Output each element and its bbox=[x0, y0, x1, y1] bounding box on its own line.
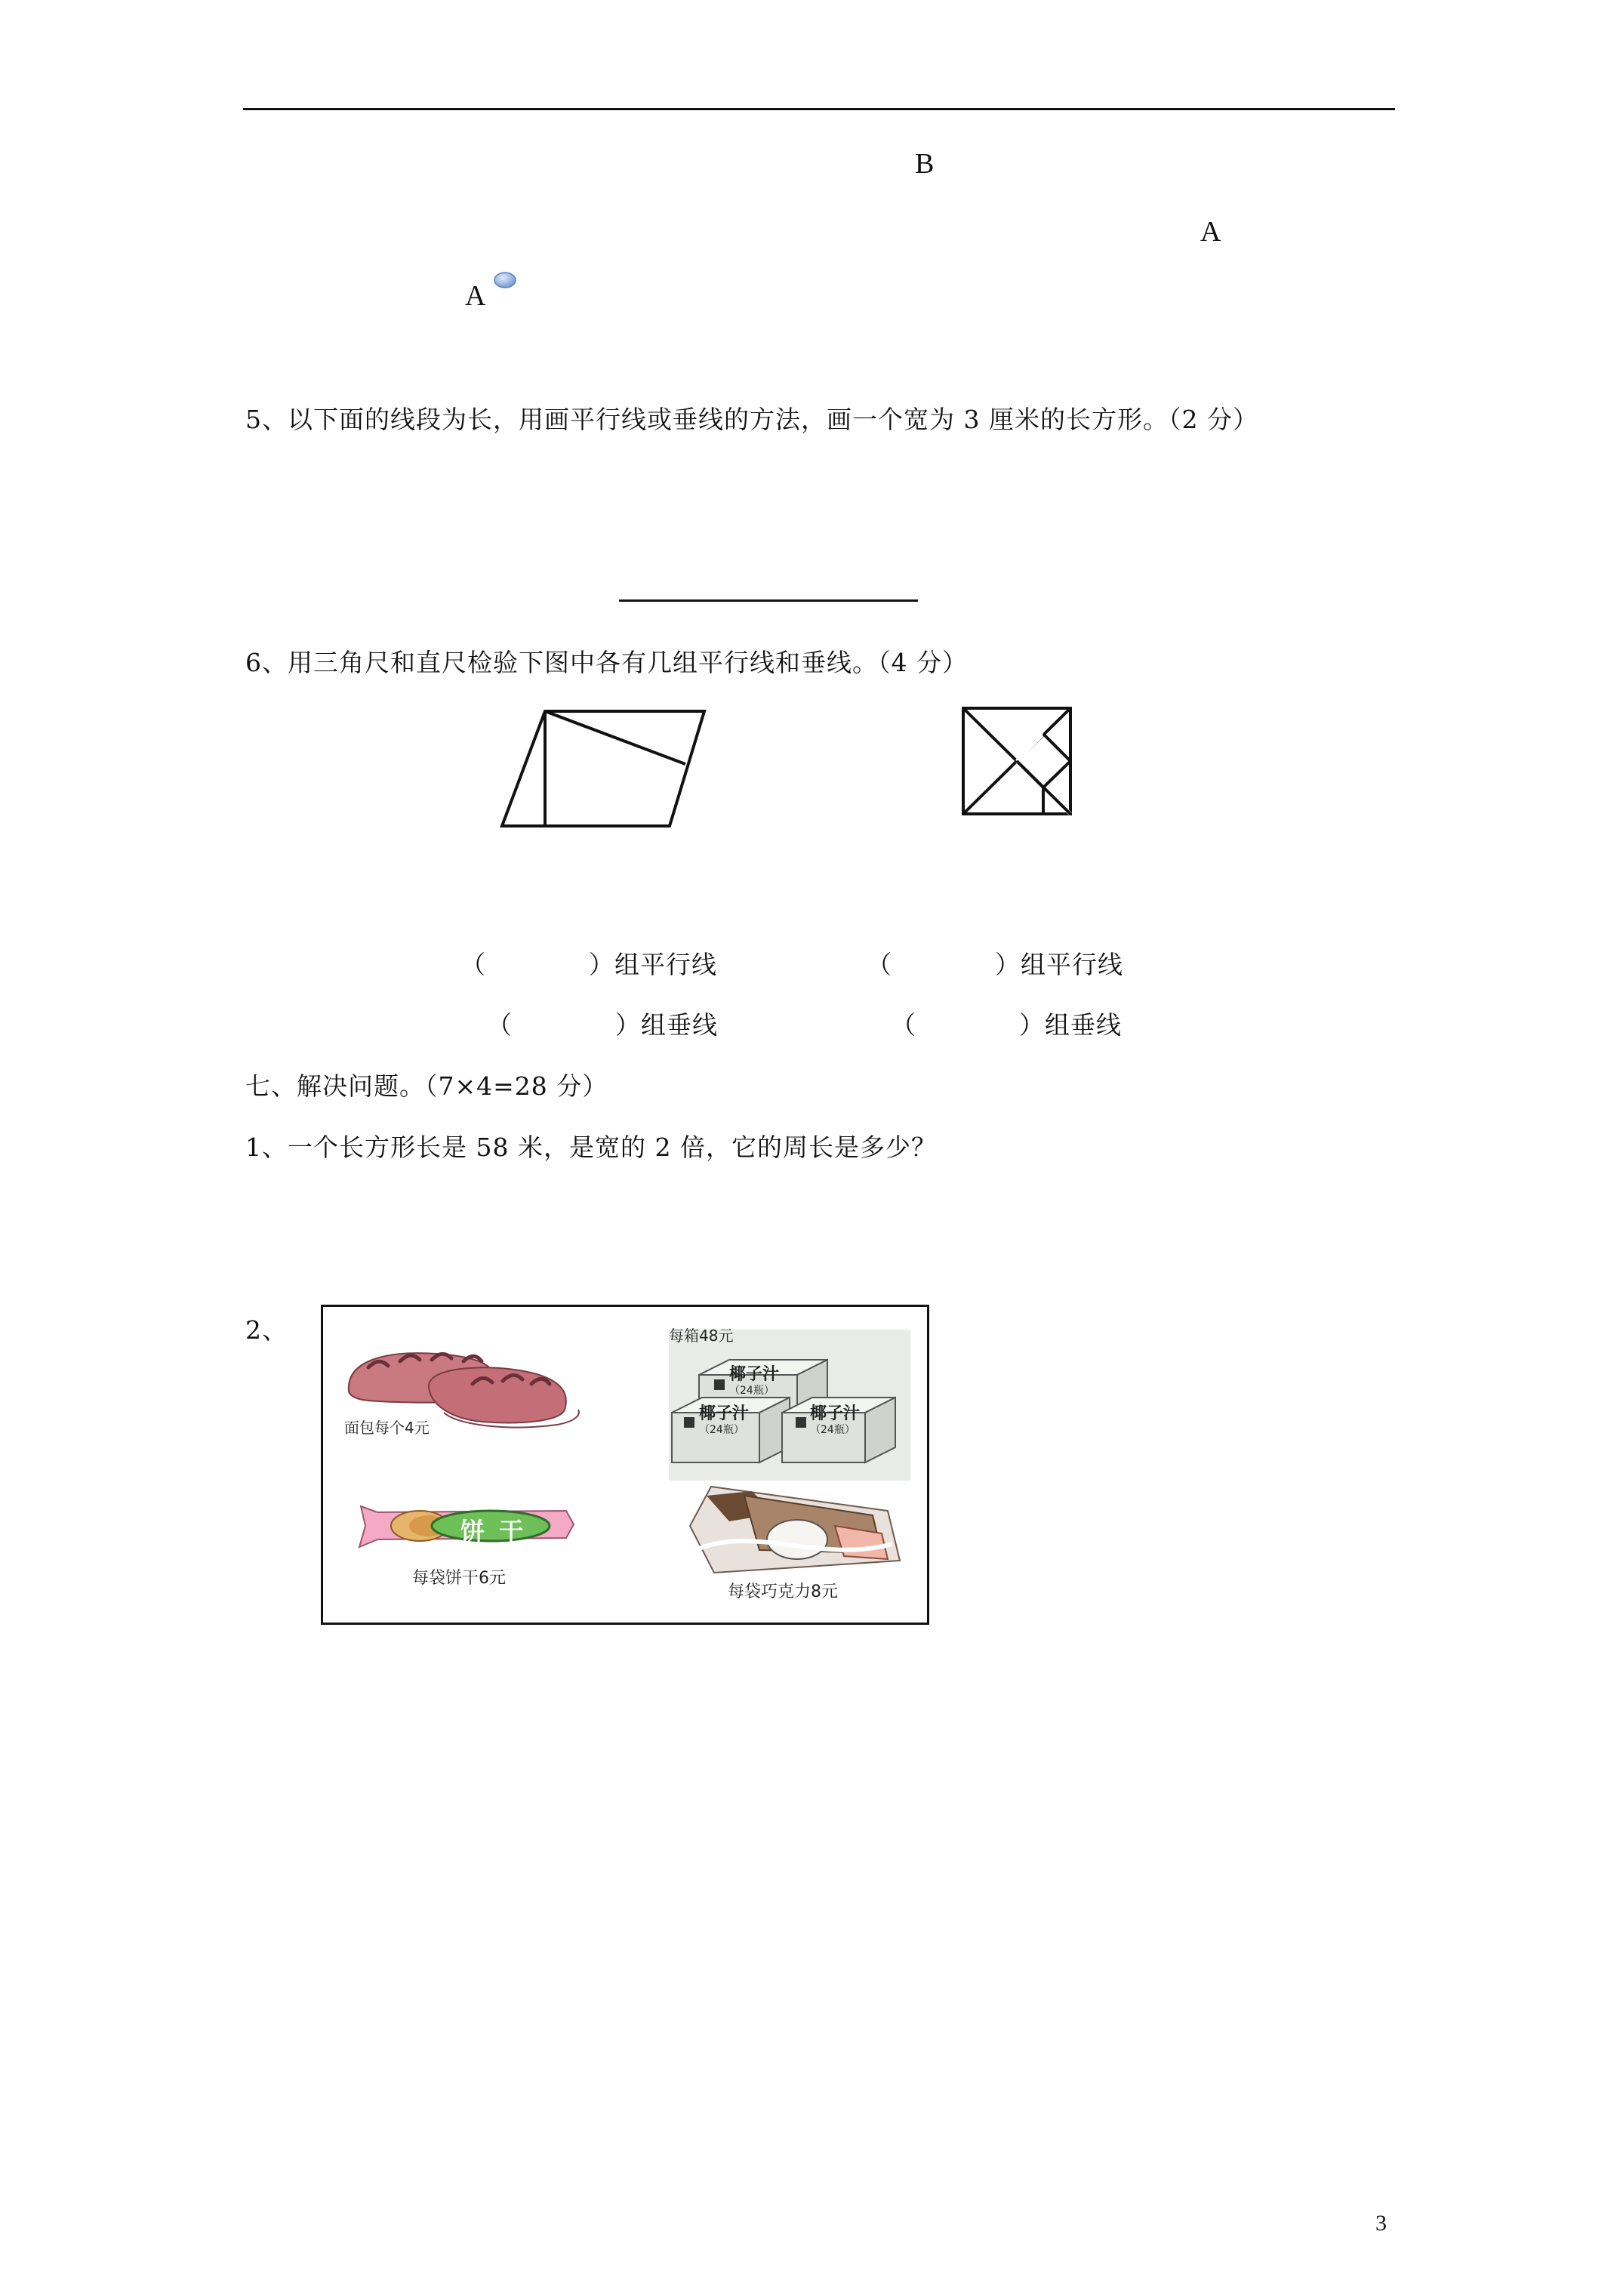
question-6: 6、用三角尺和直尺检验下图中各有几组平行线和垂线。（4 分） bbox=[245, 648, 968, 677]
problem-2-label: 2、 bbox=[245, 1315, 288, 1345]
juice-box-stamp-top: 椰子汁 bbox=[729, 1365, 780, 1384]
point-label-a-right: A bbox=[1200, 216, 1221, 248]
point-label-a-left: A bbox=[465, 280, 486, 312]
biscuit-price: 每袋饼干6元 bbox=[412, 1569, 506, 1588]
parallelogram-figure bbox=[494, 702, 713, 831]
chocolate-price: 每袋巧克力8元 bbox=[728, 1583, 838, 1601]
answer-right-parallel[interactable]: （ ）组平行线 bbox=[867, 950, 1123, 979]
given-segment bbox=[619, 599, 918, 602]
question-5: 5、以下面的线段为长，用画平行线或垂线的方法，画一个宽为 3 厘米的长方形。（2 分） bbox=[245, 405, 1258, 434]
answer-left-parallel[interactable]: （ ）组平行线 bbox=[460, 950, 717, 979]
answer-right-perpendicular[interactable]: （ ）组垂线 bbox=[891, 1010, 1122, 1040]
biscuit-pack-label: 饼 干 bbox=[460, 1517, 527, 1546]
square-inner-lines bbox=[959, 704, 1076, 818]
juice-box-count-right: （24瓶） bbox=[810, 1424, 855, 1436]
bread-price: 面包每个4元 bbox=[344, 1419, 430, 1437]
juice-box-count-top: （24瓶） bbox=[729, 1385, 775, 1397]
chocolate-bag-icon bbox=[684, 1481, 903, 1579]
answer-left-perpendicular[interactable]: （ ）组垂线 bbox=[487, 1010, 718, 1040]
point-dot-icon bbox=[492, 270, 518, 290]
juice-box-stamp-right: 椰子汁 bbox=[810, 1404, 861, 1423]
juice-box-stamp-left: 椰子汁 bbox=[699, 1404, 750, 1423]
shop-price-figure bbox=[321, 1305, 929, 1625]
header-rule bbox=[243, 108, 1395, 110]
point-label-b: B bbox=[915, 148, 935, 180]
problem-1: 1、一个长方形长是 58 米，是宽的 2 倍，它的周长是多少？ bbox=[245, 1133, 937, 1162]
section-7-heading: 七、解决问题。（7×4=28 分） bbox=[245, 1071, 608, 1101]
juice-box-price: 每箱48元 bbox=[669, 1327, 734, 1345]
juice-box-count-left: （24瓶） bbox=[699, 1424, 744, 1436]
page-number: 3 bbox=[1375, 2211, 1387, 2236]
